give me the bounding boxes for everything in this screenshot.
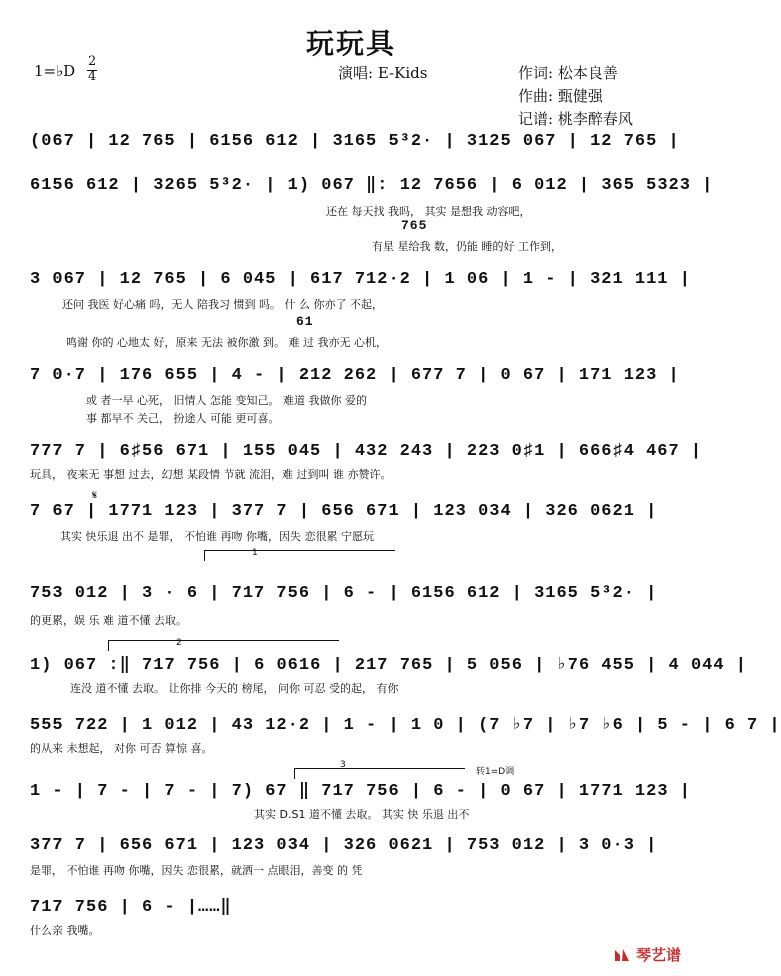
notation-row-3-alt: 61: [296, 314, 314, 329]
transcriber: 记谱: 桃李醉春风: [518, 110, 633, 128]
lyrics-row-2-verse-2: 有星 星给我 数，仍能 睡的好 工作到，: [372, 240, 562, 253]
lyrics-row-10: 其实 D.S1 道不懂 去取。 其实 快 乐退 出不: [254, 808, 470, 821]
volta-1-label: 1: [252, 548, 258, 558]
brand-logo-icon: [612, 945, 632, 965]
notation-row-9: 555 722 | 1 012 | 43 12·2 | 1 - | 1 0 | (7 ♭7 | ♭7 ♭6 | 5 - | 6 7 |: [30, 716, 781, 735]
segno-mark: 𝄋: [92, 488, 98, 502]
lyrics-row-4-verse-1: 或 者一早 心死， 旧情人 怎能 变知己。 难道 我做你 爱的: [86, 394, 367, 407]
notation-row-11: 377 7 | 656 671 | 123 034 | 326 0621 | 753 012 | 3 0·3 |: [30, 836, 658, 855]
song-title: 玩玩具: [306, 27, 397, 60]
singer: 演唱: E-Kids: [338, 64, 428, 82]
notation-row-10: 1 - | 7 - | 7 - | 7) 67 ‖ 717 756 | 6 - | 0 67 | 1771 123 |: [30, 782, 691, 801]
volta-1-bracket: [204, 550, 395, 561]
lyrics-row-11: 是罪， 不怕谁 再吻 你嘴，因失 恋很累，就洒一 点眼泪，善变 的 凭: [30, 864, 363, 877]
lyrics-row-5: 玩具， 夜来无 事想 过去，幻想 某段情 节就 流泪，难 过到叫 谁 亦赞许。: [30, 468, 392, 481]
notation-row-3: 3 067 | 12 765 | 6 045 | 617 712·2 | 1 06 | 1 - | 321 111 |: [30, 270, 691, 289]
volta-2-label: 2: [176, 638, 182, 648]
volta-3-label: 3: [340, 760, 346, 770]
lyrics-row-4-verse-2: 事 都早不 关己， 扮途人 可能 更可喜。: [86, 412, 280, 425]
notation-row-12: 717 756 | 6 - |……‖: [30, 898, 232, 917]
volta-3-bracket: [294, 768, 465, 779]
brand-watermark: [612, 944, 681, 965]
brand-name: 琴艺谱: [636, 946, 682, 964]
notation-row-6: 7 67 | 1771 123 | 377 7 | 656 671 | 123 034 | 326 0621 |: [30, 502, 658, 521]
notation-row-4: 7 0·7 | 176 655 | 4 - | 212 262 | 677 7 | 0 67 | 171 123 |: [30, 366, 680, 385]
notation-row-2-alt: 765: [401, 218, 428, 233]
notation-row-2: 6156 612 | 3265 5³2· | 1) 067 ‖: 12 7656 | 6 012 | 365 5323 |: [30, 176, 714, 195]
notation-row-8: 1) 067 :‖ 717 756 | 6 0616 | 217 765 | 5 056 | ♭76 455 | 4 044 |: [30, 656, 747, 675]
notation-row-5: 777 7 | 6♯56 671 | 155 045 | 432 243 | 223 0♯1 | 666♯4 467 |: [30, 442, 703, 461]
lyrics-row-8: 连没 道不懂 去取。 让你排 今天的 榜尾， 问你 可忍 受的起， 有你: [70, 682, 399, 695]
lyricist: 作词: 松本良善: [518, 64, 618, 82]
composer: 作曲: 甄健强: [518, 87, 603, 105]
time-signature-bottom: 4: [88, 69, 97, 84]
notation-row-7: 753 012 | 3 · 6 | 717 756 | 6 - | 6156 612 | 3165 5³2· |: [30, 584, 658, 603]
notation-row-1: (067 | 12 765 | 6156 612 | 3165 5³2· | 3125 067 | 12 765 |: [30, 132, 680, 151]
time-signature-top: 2: [88, 54, 97, 69]
key-signature: 1=♭D: [34, 62, 76, 80]
lyrics-row-9: 的从来 未想起， 对你 可否 算惊 喜。: [30, 742, 213, 755]
lyrics-row-2-verse-1: 还在 每天找 我吗， 其实 是想我 动容吧，: [326, 205, 531, 218]
lyrics-row-7: 的更累，娱 乐 难 道不懂 去取。: [30, 614, 187, 627]
key-change-label: 转1=D调: [476, 767, 515, 777]
lyrics-row-6: 其实 快乐退 出不 是罪， 不怕谁 再吻 你嘴，因失 恋很累 宁愿玩: [60, 530, 374, 543]
lyrics-row-3-verse-1: 还问 我医 好心痛 吗，无人 陪我习 惯到 吗。 什 么 你亦了 不起，: [62, 298, 383, 311]
lyrics-row-3-verse-2: 鸣谢 你的 心地太 好，原来 无法 被你激 到。 难 过 我亦无 心机，: [66, 336, 387, 349]
volta-2-bracket: [108, 640, 339, 651]
lyrics-row-12: 什么亲 我嘴。: [30, 924, 100, 937]
